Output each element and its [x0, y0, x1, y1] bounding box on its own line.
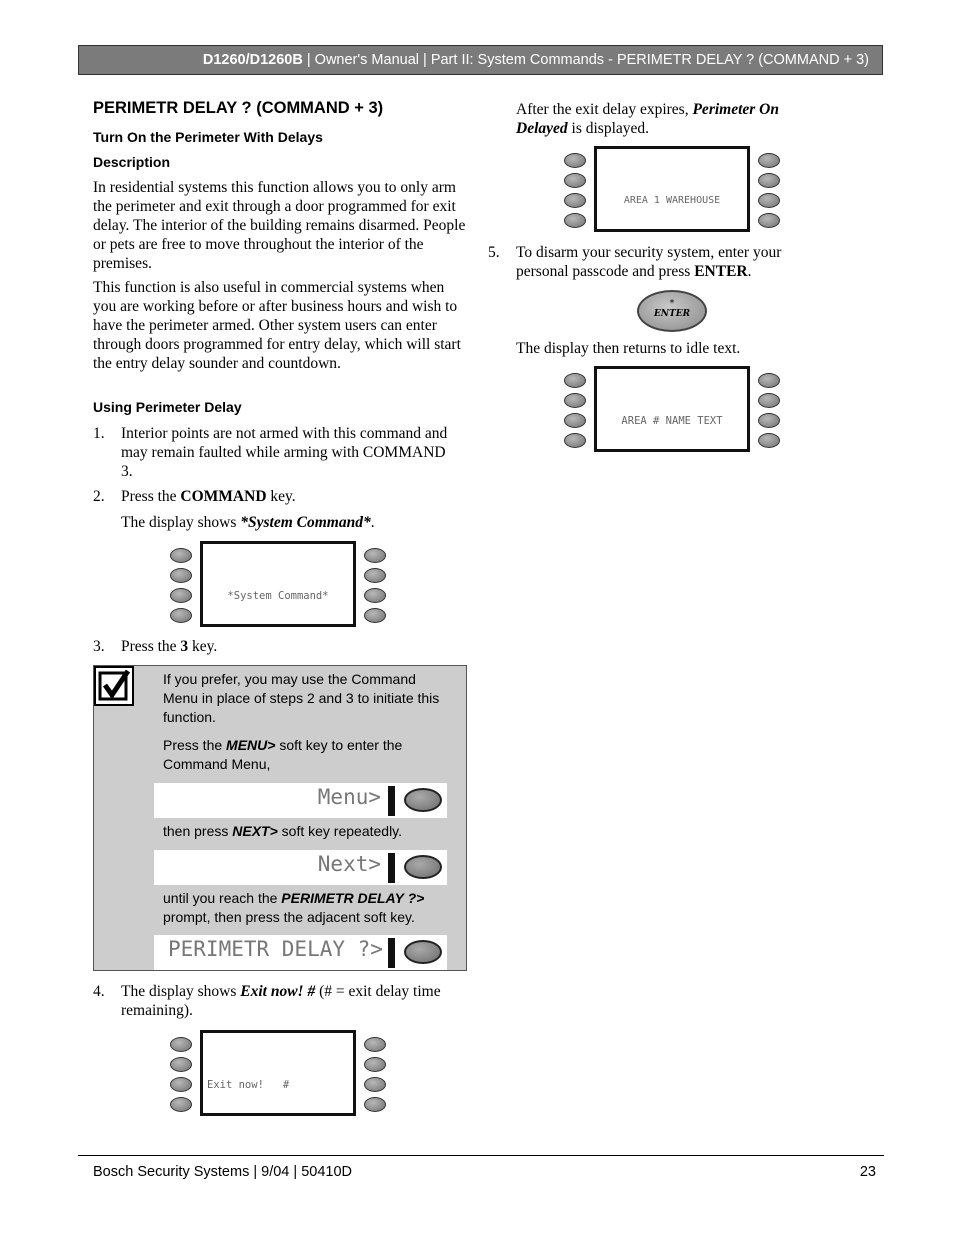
note-line-4-pre: until you reach the — [163, 890, 282, 906]
perimetr-soft-key-button[interactable] — [404, 940, 442, 964]
command-key-label: COMMAND — [180, 488, 267, 505]
step-5-pre: To disarm your security system, enter your personal passcode and press — [516, 244, 782, 280]
soft-key-perimetr-display — [154, 935, 447, 970]
step-2-display — [121, 513, 461, 532]
soft-key-left-3[interactable] — [170, 1077, 192, 1092]
soft-key-right-1[interactable] — [364, 1037, 386, 1052]
idle-text-note: The display then returns to idle text. — [516, 340, 741, 357]
enter-key-button[interactable] — [637, 290, 707, 332]
keypad-display-idle — [562, 366, 784, 454]
step-1-number: 1. — [93, 425, 105, 442]
step-3-text — [121, 637, 461, 656]
step-5-text — [516, 243, 816, 281]
soft-key-next-text: Next> — [317, 852, 381, 876]
step-2-pre: Press the — [121, 488, 181, 505]
menu-soft-key-button[interactable] — [404, 788, 442, 812]
note-line-1: If you prefer, you may use the Command Menu in place of steps 2 and 3 to initiate this function. — [163, 671, 440, 725]
description-para-1: In residential systems this function allows you to only arm the perimeter and exit through a door programmed for exit delay. The interior of the building remains disarmed. People or pets are free to move throughout the interior of the premises. — [93, 179, 466, 272]
note-line-2-pre: Press the — [163, 737, 227, 753]
soft-key-menu-display — [154, 783, 447, 818]
lcd-line-1: Exit now! # — [207, 1079, 290, 1091]
soft-key-left-2[interactable] — [564, 173, 586, 188]
soft-key-left-3[interactable] — [170, 588, 192, 603]
lcd-line-1: AREA # NAME TEXT — [621, 415, 723, 427]
note-line-4 — [163, 889, 453, 927]
soft-key-right-3[interactable] — [758, 193, 780, 208]
soft-key-right-4[interactable] — [364, 608, 386, 623]
header-rest: | Owner's Manual | Part II: System Commands - PERIMETR DELAY ? (COMMAND + 3) — [302, 52, 869, 68]
soft-key-left-1[interactable] — [564, 153, 586, 168]
perimetr-delay-label: PERIMETR DELAY ?> — [281, 890, 425, 906]
step-4-pre: The display shows — [121, 983, 241, 1000]
note-line-4-post: prompt, then press the adjacent soft key. — [163, 909, 415, 925]
soft-key-left-3[interactable] — [564, 413, 586, 428]
enter-key-label: ENTER — [694, 263, 748, 280]
soft-key-right-2[interactable] — [758, 173, 780, 188]
lcd-line-1: AREA 1 WAREHOUSE — [623, 195, 721, 206]
soft-key-menu-text: Menu> — [317, 785, 381, 809]
soft-key-perimetr-text: PERIMETR DELAY ?> — [168, 937, 383, 961]
page-number: 23 — [859, 1164, 876, 1180]
soft-key-left-4[interactable] — [170, 1097, 192, 1112]
soft-key-left-2[interactable] — [170, 568, 192, 583]
description-para-2: This function is also useful in commercial systems when you are working before or after business hours and wish to have the perimeter armed. Other system users can enter through doors programmed for entry delay, which will start the entry delay sounder and countdown. — [93, 279, 461, 372]
enter-key-star: * — [669, 299, 675, 309]
step-1-text: Interior points are not armed with this command and may remain faulted while arming with COMMAND 3. — [121, 425, 448, 480]
soft-key-next-display — [154, 850, 447, 885]
note-line-3-pre: then press — [163, 823, 233, 839]
step-3-number: 3. — [93, 638, 105, 655]
step-5-post: . — [747, 263, 752, 280]
soft-key-left-1[interactable] — [564, 373, 586, 388]
soft-key-left-2[interactable] — [170, 1057, 192, 1072]
keypad-display-perimeter-on — [562, 146, 784, 234]
soft-key-left-3[interactable] — [564, 193, 586, 208]
soft-key-divider — [388, 853, 395, 883]
note-line-2-post: soft key to enter the Command Menu, — [163, 737, 403, 772]
note-line-3 — [163, 822, 453, 841]
soft-key-divider — [388, 938, 395, 968]
system-command-text: *System Command* — [240, 514, 371, 531]
section-subtitle: Turn On the Perimeter With Delays — [93, 129, 323, 145]
soft-key-right-2[interactable] — [364, 568, 386, 583]
soft-key-right-3[interactable] — [364, 1077, 386, 1092]
tip-note-box — [93, 665, 467, 971]
soft-key-right-4[interactable] — [364, 1097, 386, 1112]
soft-key-left-1[interactable] — [170, 548, 192, 563]
enter-key-text: ENTER — [653, 309, 691, 319]
soft-key-right-1[interactable] — [758, 373, 780, 388]
key-3-label: 3 — [180, 638, 189, 655]
soft-key-divider — [388, 786, 395, 816]
step-2-text — [121, 487, 461, 506]
soft-key-left-2[interactable] — [564, 393, 586, 408]
soft-key-right-2[interactable] — [758, 393, 780, 408]
note-line-2 — [163, 736, 453, 774]
soft-key-left-4[interactable] — [170, 608, 192, 623]
step-2-display-post: . — [370, 514, 375, 531]
step-3-post: key. — [188, 638, 218, 655]
soft-key-right-1[interactable] — [364, 548, 386, 563]
page-header — [78, 45, 883, 75]
soft-key-right-1[interactable] — [758, 153, 780, 168]
step-4-number: 4. — [93, 983, 105, 1000]
note-line-3-post: soft key repeatedly. — [277, 823, 403, 839]
footer-divider — [78, 1155, 884, 1156]
next-key-label: NEXT> — [232, 823, 278, 839]
after-exit-delay-text — [516, 100, 826, 138]
soft-key-right-2[interactable] — [364, 1057, 386, 1072]
next-soft-key-button[interactable] — [404, 855, 442, 879]
soft-key-left-1[interactable] — [170, 1037, 192, 1052]
section-title: PERIMETR DELAY ? (COMMAND + 3) — [93, 99, 384, 117]
step-3-pre: Press the — [121, 638, 181, 655]
exit-now-text: Exit now! # — [240, 983, 316, 1000]
soft-key-right-4[interactable] — [758, 213, 780, 228]
perimeter-on-delayed-text: Perimeter On Delayed — [516, 101, 779, 137]
keypad-display-exit-now — [168, 1030, 390, 1118]
step-2-number: 2. — [93, 488, 105, 505]
step-4-post: (# = exit delay time remaining). — [121, 983, 441, 1019]
lcd-line-1: *System Command* — [227, 590, 329, 602]
checkbox-note-icon — [94, 666, 134, 706]
step-2-display-pre: The display shows — [121, 514, 241, 531]
step-5-number: 5. — [488, 244, 500, 261]
soft-key-right-3[interactable] — [364, 588, 386, 603]
after-pre: After the exit delay expires, — [516, 101, 693, 118]
step-4-text — [121, 982, 461, 1020]
lcd-screen — [594, 146, 750, 232]
menu-key-label: MENU> — [226, 737, 276, 753]
lcd-screen — [200, 541, 356, 627]
step-2-post: key. — [266, 488, 296, 505]
description-heading: Description — [93, 154, 171, 170]
soft-key-right-4[interactable] — [758, 433, 780, 448]
soft-key-left-4[interactable] — [564, 213, 586, 228]
keypad-display-system-command — [168, 541, 390, 629]
lcd-screen — [200, 1030, 356, 1116]
after-post: is displayed. — [567, 120, 650, 137]
soft-key-right-3[interactable] — [758, 413, 780, 428]
using-heading: Using Perimeter Delay — [93, 399, 242, 415]
header-product: D1260/D1260B — [202, 52, 303, 68]
lcd-screen — [594, 366, 750, 452]
soft-key-left-4[interactable] — [564, 433, 586, 448]
footer-left: Bosch Security Systems | 9/04 | 50410D — [93, 1164, 352, 1180]
